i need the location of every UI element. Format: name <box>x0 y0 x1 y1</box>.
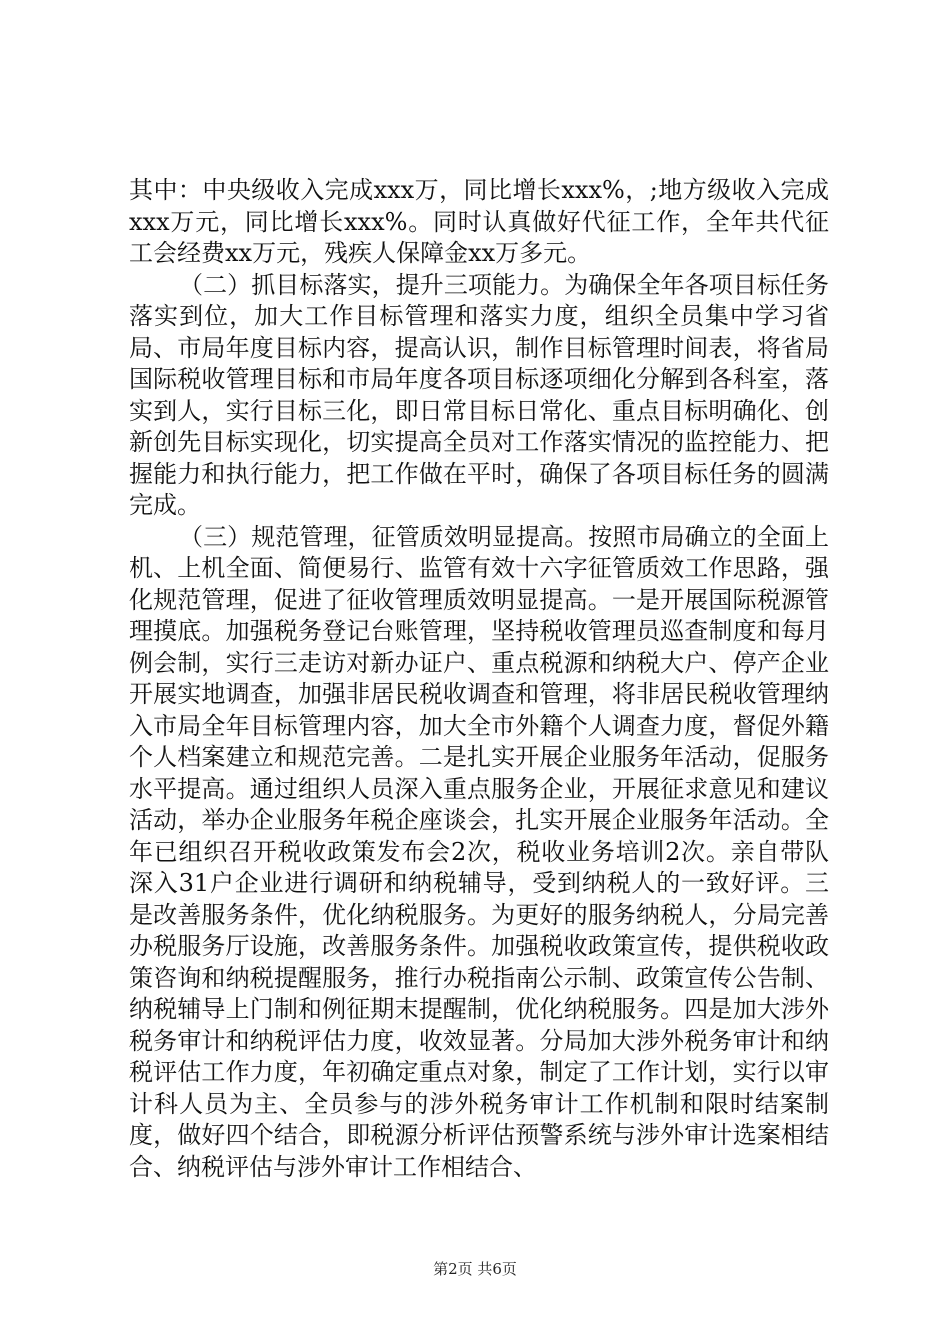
paragraph-standardized-management: （三）规范管理，征管质效明显提高。按照市局确立的全面上机、上机全面、简便易行、监管有效十六字征管质效工作思路，强化规范管理，促进了征收管理质效明显提高。一是开展国际税源管理摸底。加强税务登记台账管理，坚持税收管理员巡查制度和每月例会制，实行三走访对新办证户、重点税源和纳税大户、停产企业开展实地调查，加强非居民税收调查和管理，将非居民税收管理纳入市局全年目标管理内容，加大全市外籍个人调查力度，督促外籍个人档案建立和规范完善。二是扎实开展企业服务年活动，促服务水平提高。通过组织人员深入重点服务企业，开展征求意见和建议活动，举办企业服务年税企座谈会，扎实开展企业服务年活动。全年已组织召开税收政策发布会2次，税收业务培训2次。亲自带队深入31户企业进行调研和纳税辅导，受到纳税人的一致好评。三是改善服务条件，优化纳税服务。为更好的服务纳税人，分局完善办税服务厅设施，改善服务条件。加强税收政策宣传，提供税收政策咨询和纳税提醒服务，推行办税指南公示制、政策宣传公告制、纳税辅导上门制和例征期末提醒制，优化纳税服务。四是加大涉外税务审计和纳税评估力度，收效显著。分局加大涉外税务审计和纳税评估工作力度，年初确定重点对象，制定了工作计划，实行以审计科人员为主、全员参与的涉外税务审计工作机制和限时结案制度，做好四个结合，即税源分析评估预警系统与涉外审计选案相结合、纳税评估与涉外审计工作相结合、 <box>129 522 829 1181</box>
paragraph-target-implementation: （二）抓目标落实，提升三项能力。为确保全年各项目标任务落实到位，加大工作目标管理和落实力度，组织全员集中学习省局、市局年度目标内容，提高认识，制作目标管理时间表，将省局国际税收管理目标和市局年度各项目标逐项细化分解到各科室，落实到人，实行目标三化，即日常目标日常化、重点目标明确化、创新创先目标实现化，切实提高全员对工作落实情况的监控能力、把握能力和执行能力，把工作做在平时，确保了各项目标任务的圆满完成。 <box>129 270 829 519</box>
paragraph-revenue-summary: 其中：中央级收入完成xxx万，同比增长xxx%，;地方级收入完成xxx万元，同比增长xxx%。同时认真做好代征工作，全年共代征工会经费xx万元，残疾人保障金xx万多元。 <box>129 176 829 267</box>
page-number-label: 第2页 共6页 <box>433 1260 517 1278</box>
document-body <box>129 175 829 1183</box>
page-footer <box>0 1258 950 1279</box>
